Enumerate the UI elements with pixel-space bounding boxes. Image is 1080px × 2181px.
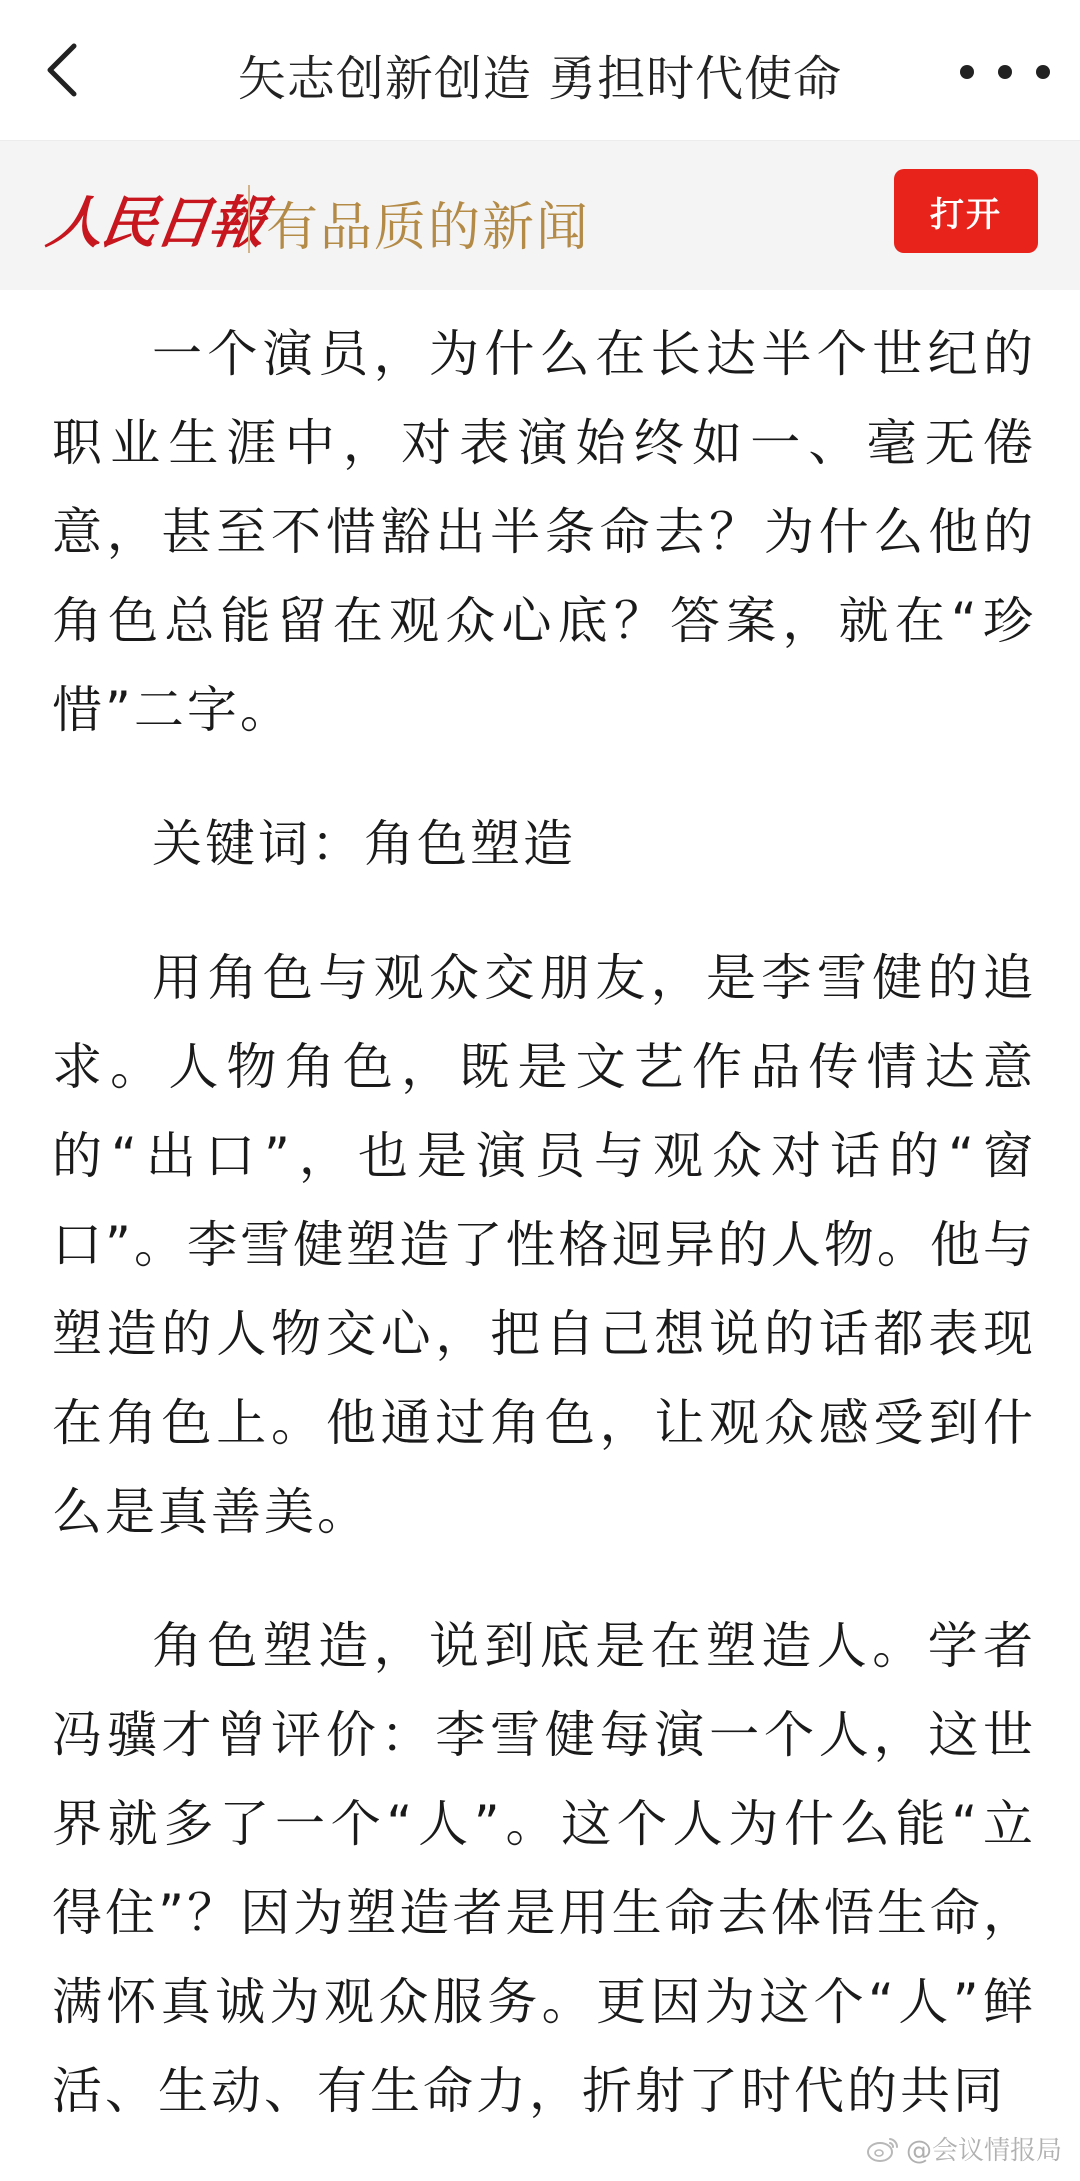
app-promo-bar	[0, 140, 1080, 290]
more-dot-icon	[960, 65, 974, 79]
more-dot-icon	[998, 65, 1012, 79]
watermark-text: @会议情报局	[906, 2130, 1062, 2167]
top-nav-bar	[0, 0, 1080, 140]
more-dot-icon	[1036, 65, 1050, 79]
article-paragraph: 一个演员，为什么在长达半个世纪的职业生涯中，对表演始终如一、毫无倦意，甚至不惜豁出半条命去？为什么他的角色总能留在观众心底？答案，就在“珍惜”二字。	[52, 310, 1036, 755]
article-body	[52, 310, 1036, 2181]
page-title: 矢志创新创造 勇担时代使命	[120, 40, 960, 109]
article-paragraph: 用角色与观众交朋友，是李雪健的追求。人物角色，既是文艺作品传情达意的“出口”，也是演员与观众对话的“窗口”。李雪健塑造了性格迥异的人物。他与塑造的人物交心，把自己想说的话都表现在角色上。他通过角色，让观众感受到什么是真善美。	[52, 934, 1036, 1557]
open-app-button[interactable]: 打开	[894, 169, 1038, 253]
brand-divider	[248, 185, 250, 253]
people-daily-logo: 人民日報	[42, 179, 269, 259]
article-keyword: 关键词：角色塑造	[52, 800, 1036, 889]
chevron-left-icon	[42, 42, 82, 98]
more-options-button[interactable]	[960, 50, 1050, 94]
weibo-watermark	[866, 2130, 1062, 2167]
brand-slogan: 有品质的新闻	[266, 185, 590, 260]
article-paragraph: 角色塑造，说到底是在塑造人。学者冯骥才曾评价：李雪健每演一个人，这世界就多了一个“人”。这个人为什么能“立得住”？因为塑造者是用生命去体悟生命，满怀真诚为观众服务。更因为这个“人”鲜活、生动、有生命力，折射了时代的共同	[52, 1602, 1036, 2136]
weibo-icon	[866, 2135, 900, 2163]
back-button[interactable]	[30, 38, 94, 102]
